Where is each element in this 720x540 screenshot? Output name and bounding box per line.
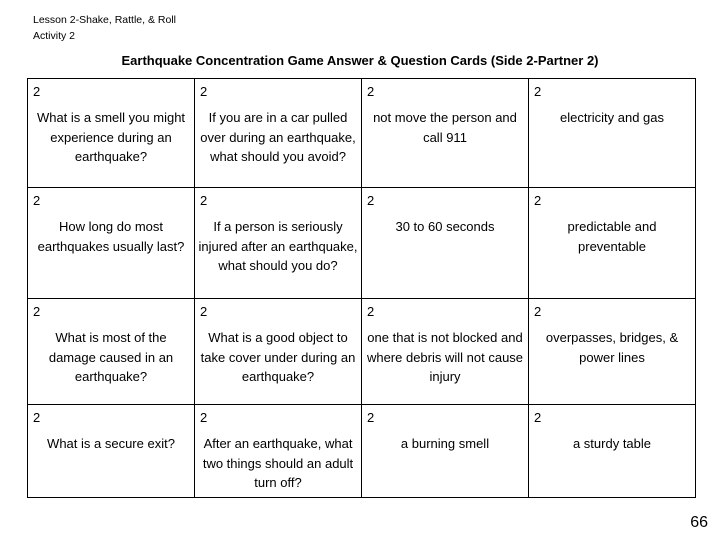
card [529,299,696,405]
cards-row [28,188,696,299]
card-text: a burning smell [400,436,490,451]
card-text: How long do most earthquakes usually last? [37,219,185,254]
card-number: 2 [33,84,41,99]
card-text: electricity and gas [559,110,665,125]
card-number: 2 [200,193,208,208]
page-title: Earthquake Concentration Game Answer & Question Cards (Side 2-Partner 2) [121,53,599,68]
card-number: 2 [367,410,375,425]
page-number: 66 [690,514,708,531]
card [28,188,195,299]
cards-row [28,405,696,498]
card [195,405,362,498]
card-text: predictable and preventable [567,219,657,254]
card-number: 2 [367,84,375,99]
card-text: What is a good object to take cover under during an earthquake? [200,330,356,384]
card-number: 2 [33,410,41,425]
card-number: 2 [534,304,542,319]
activity-label: Activity 2 [33,30,76,42]
card-number: 2 [534,410,542,425]
card-text: If you are in a car pulled over during an earthquake, what should you avoid? [200,110,356,164]
card [195,79,362,188]
card-number: 2 [367,193,375,208]
card-text: not move the person and call 911 [373,110,517,145]
card [362,405,529,498]
card [28,405,195,498]
card-text: a sturdy table [572,436,652,451]
card-text: What is most of the damage caused in an earthquake? [48,330,174,384]
card-number: 2 [200,304,208,319]
card [529,405,696,498]
lesson-header [33,12,176,44]
card-text: What is a secure exit? [47,436,175,451]
card-number: 2 [33,304,41,319]
card-text: overpasses, bridges, & power lines [545,330,679,365]
cards-row [28,299,696,405]
card-number: 2 [534,84,542,99]
card-number: 2 [200,84,208,99]
card [28,79,195,188]
card-text: After an earthquake, what two things should an adult turn off? [202,436,354,490]
card-text: one that is not blocked and where debris will not cause injury [366,330,524,384]
lesson-title: Lesson 2-Shake, Rattle, & Roll [33,14,176,26]
card-number: 2 [33,193,41,208]
card [195,299,362,405]
card-text: 30 to 60 seconds [395,219,495,234]
card [529,79,696,188]
card-number: 2 [367,304,375,319]
card [362,79,529,188]
card [362,188,529,299]
card-number: 2 [534,193,542,208]
card-text: If a person is seriously injured after an earthquake, what should you do? [198,219,358,273]
card [529,188,696,299]
card [195,188,362,299]
card [28,299,195,405]
card-text: What is a smell you might experience during an earthquake? [36,110,186,164]
card [362,299,529,405]
cards-row [28,79,696,188]
cards-grid [27,78,696,498]
card-number: 2 [200,410,208,425]
